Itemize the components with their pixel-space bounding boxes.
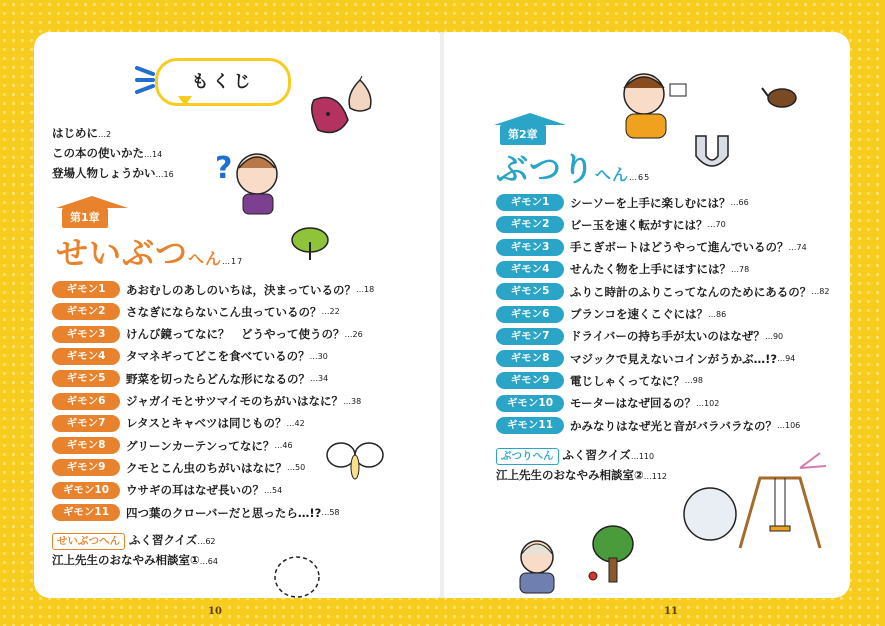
girl-character-illustration (215, 138, 285, 222)
question-row (496, 371, 703, 390)
onion-illustration (340, 76, 380, 120)
question-number-badge: ギモン4 (52, 348, 120, 365)
chapter2-extras (496, 447, 667, 483)
question-number-badge: ギモン3 (52, 326, 120, 343)
chapter2-consult: 江上先生のおなやみ相談室②…112 (496, 468, 668, 482)
question-text: ふりこ時計のふりこってなんのためにあるの？ (570, 284, 812, 299)
question-row (496, 238, 807, 257)
question-number-badge: ギモン4 (496, 261, 564, 278)
question-row (496, 193, 749, 212)
question-page: …102 (696, 398, 720, 408)
question-text: ウサギの耳はなぜ長いの？ (126, 483, 264, 498)
question-row (52, 369, 328, 388)
teacher-illustration (512, 535, 562, 599)
intro-item: はじめに…2 (52, 126, 112, 140)
question-row (52, 458, 305, 477)
chapter1-quiz: せいぶつへん ふく習クイズ…62 (52, 532, 218, 552)
question-text: 手こぎボートはどうやって進んでいるの？ (570, 240, 789, 255)
question-text: 電じしゃくってなに？ (570, 373, 685, 388)
question-text: レタスとキャベツは同じもの？ (126, 416, 287, 431)
question-text: ブランコを速くこぐには？ (570, 307, 708, 321)
question-text: ビー玉を速く転がすには？ (570, 217, 708, 232)
chapter1-question-list (52, 280, 432, 520)
question-number-badge: ギモン11 (52, 504, 120, 521)
question-text: マジックで見えないコインがうかぶ…!? (570, 351, 778, 366)
question-number-badge: ギモン10 (52, 482, 120, 499)
chapter2-question-list (496, 193, 836, 433)
question-row (52, 414, 305, 433)
question-page: …22 (321, 307, 340, 317)
intro-list (52, 124, 174, 184)
question-page: …86 (708, 309, 727, 319)
apple-tree-illustration (585, 520, 635, 588)
chapter2-roof (494, 113, 566, 125)
question-text: さなぎにならないこん虫っているの？ (126, 304, 322, 319)
chapter1-title: せいぶつへん…17 (56, 234, 244, 272)
question-row (496, 305, 726, 324)
question-text: グリーンカーテンってなに？ (126, 438, 275, 453)
magnet-illustration (690, 132, 734, 180)
question-page: …58 (321, 508, 340, 517)
question-number-badge: ギモン10 (496, 395, 564, 412)
question-text: タマネギってどこを食べているの？ (126, 349, 310, 364)
question-number-badge: ギモン3 (496, 239, 564, 256)
boy-character-illustration (612, 64, 692, 148)
page-number-left: 10 (208, 606, 222, 617)
question-page: …94 (777, 354, 796, 364)
question-text: モーターはなぜ回るの？ (570, 396, 697, 411)
question-row (52, 392, 361, 411)
question-row (496, 349, 795, 368)
question-page: …78 (731, 264, 750, 274)
question-page: …26 (344, 329, 363, 339)
page-number-right: 11 (664, 606, 678, 617)
sprout-illustration (290, 222, 330, 266)
chapter2-title: ぶつりへん…65 (496, 150, 651, 188)
question-number-badge: ギモン6 (52, 393, 120, 410)
chapter1-consult: 江上先生のおなやみ相談室①…64 (52, 553, 218, 567)
question-row (496, 215, 726, 234)
question-number-badge: ギモン8 (496, 350, 564, 367)
question-row (496, 394, 719, 413)
chapter1-roof (56, 196, 128, 208)
chapter2-tag: 第2章 (500, 125, 546, 145)
question-page: …54 (264, 485, 283, 495)
question-number-badge: ギモン11 (496, 417, 564, 434)
mokuji-tail (178, 96, 192, 106)
ghost-cutout-illustration (272, 555, 322, 603)
mokuji-marks (135, 60, 157, 104)
question-text: 四つ葉のクローバーだと思ったら…!? (126, 505, 322, 520)
intro-item: この本の使いかた…14 (52, 146, 163, 160)
question-text: あおむしのあしのいちは，決まっているの？ (126, 282, 356, 297)
toc-title: もくじ (155, 58, 291, 106)
book-gutter (440, 32, 444, 598)
question-page: …46 (274, 441, 293, 451)
question-text: シーソーを上手に楽しむには？ (570, 195, 731, 210)
chapter1-extras (52, 532, 218, 568)
question-page: …90 (764, 331, 784, 341)
intro-item: 登場人物しょうかい…16 (52, 166, 174, 180)
question-number-badge: ギモン5 (496, 283, 564, 300)
question-number-badge: ギモン2 (496, 216, 564, 233)
question-row (496, 282, 829, 301)
question-row (52, 302, 340, 321)
question-number-badge: ギモン6 (496, 306, 564, 323)
question-row (52, 325, 363, 344)
question-row (496, 416, 800, 435)
question-page: …38 (343, 396, 362, 406)
question-page: …18 (356, 285, 375, 294)
question-text: せんたく物を上手にほすには？ (570, 262, 731, 277)
question-row (496, 260, 749, 279)
question-number-badge: ギモン5 (52, 370, 120, 387)
question-row (496, 327, 783, 346)
beetle-illustration (760, 82, 800, 114)
question-row (52, 503, 340, 522)
playground-illustration (680, 448, 830, 562)
question-text: ジャガイモとサツマイモのちがいはなに？ (126, 394, 344, 408)
question-text: けんび鏡ってなに？ どうやって使うの？ (126, 327, 345, 342)
question-page: …42 (286, 418, 305, 428)
question-page: …98 (684, 376, 703, 386)
question-number-badge: ギモン8 (52, 437, 120, 454)
question-number-badge: ギモン7 (52, 415, 120, 432)
question-text: クモとこん虫のちがいはなに？ (126, 460, 287, 475)
question-row (52, 436, 293, 455)
question-text: ドライバーの持ち手が太いのはなぜ？ (570, 329, 765, 344)
question-number-badge: ギモン7 (496, 328, 564, 345)
question-page: …70 (707, 220, 726, 230)
question-text: 野菜を切ったらどんな形になるの？ (126, 371, 310, 386)
question-page: …30 (309, 351, 328, 361)
question-number-badge: ギモン9 (52, 459, 120, 476)
question-row (52, 280, 374, 299)
question-page: …34 (310, 374, 329, 384)
chapter2-quiz: ぶつりへん ふく習クイズ…110 (496, 447, 667, 467)
question-number-badge: ギモン1 (52, 281, 120, 298)
question-page: …74 (788, 242, 807, 252)
question-page: …50 (287, 463, 306, 473)
question-row (52, 347, 328, 366)
question-number-badge: ギモン2 (52, 303, 120, 320)
chapter1-tag: 第1章 (62, 208, 108, 228)
question-page: …82 (811, 287, 830, 297)
question-number-badge: ギモン1 (496, 194, 564, 211)
question-row (52, 481, 282, 500)
question-page: …106 (777, 421, 801, 430)
question-text: かみなりはなぜ光と音がバラバラなの？ (570, 418, 777, 433)
svg-text:?: ? (215, 151, 233, 186)
question-page: …66 (730, 198, 749, 207)
question-number-badge: ギモン9 (496, 372, 564, 389)
